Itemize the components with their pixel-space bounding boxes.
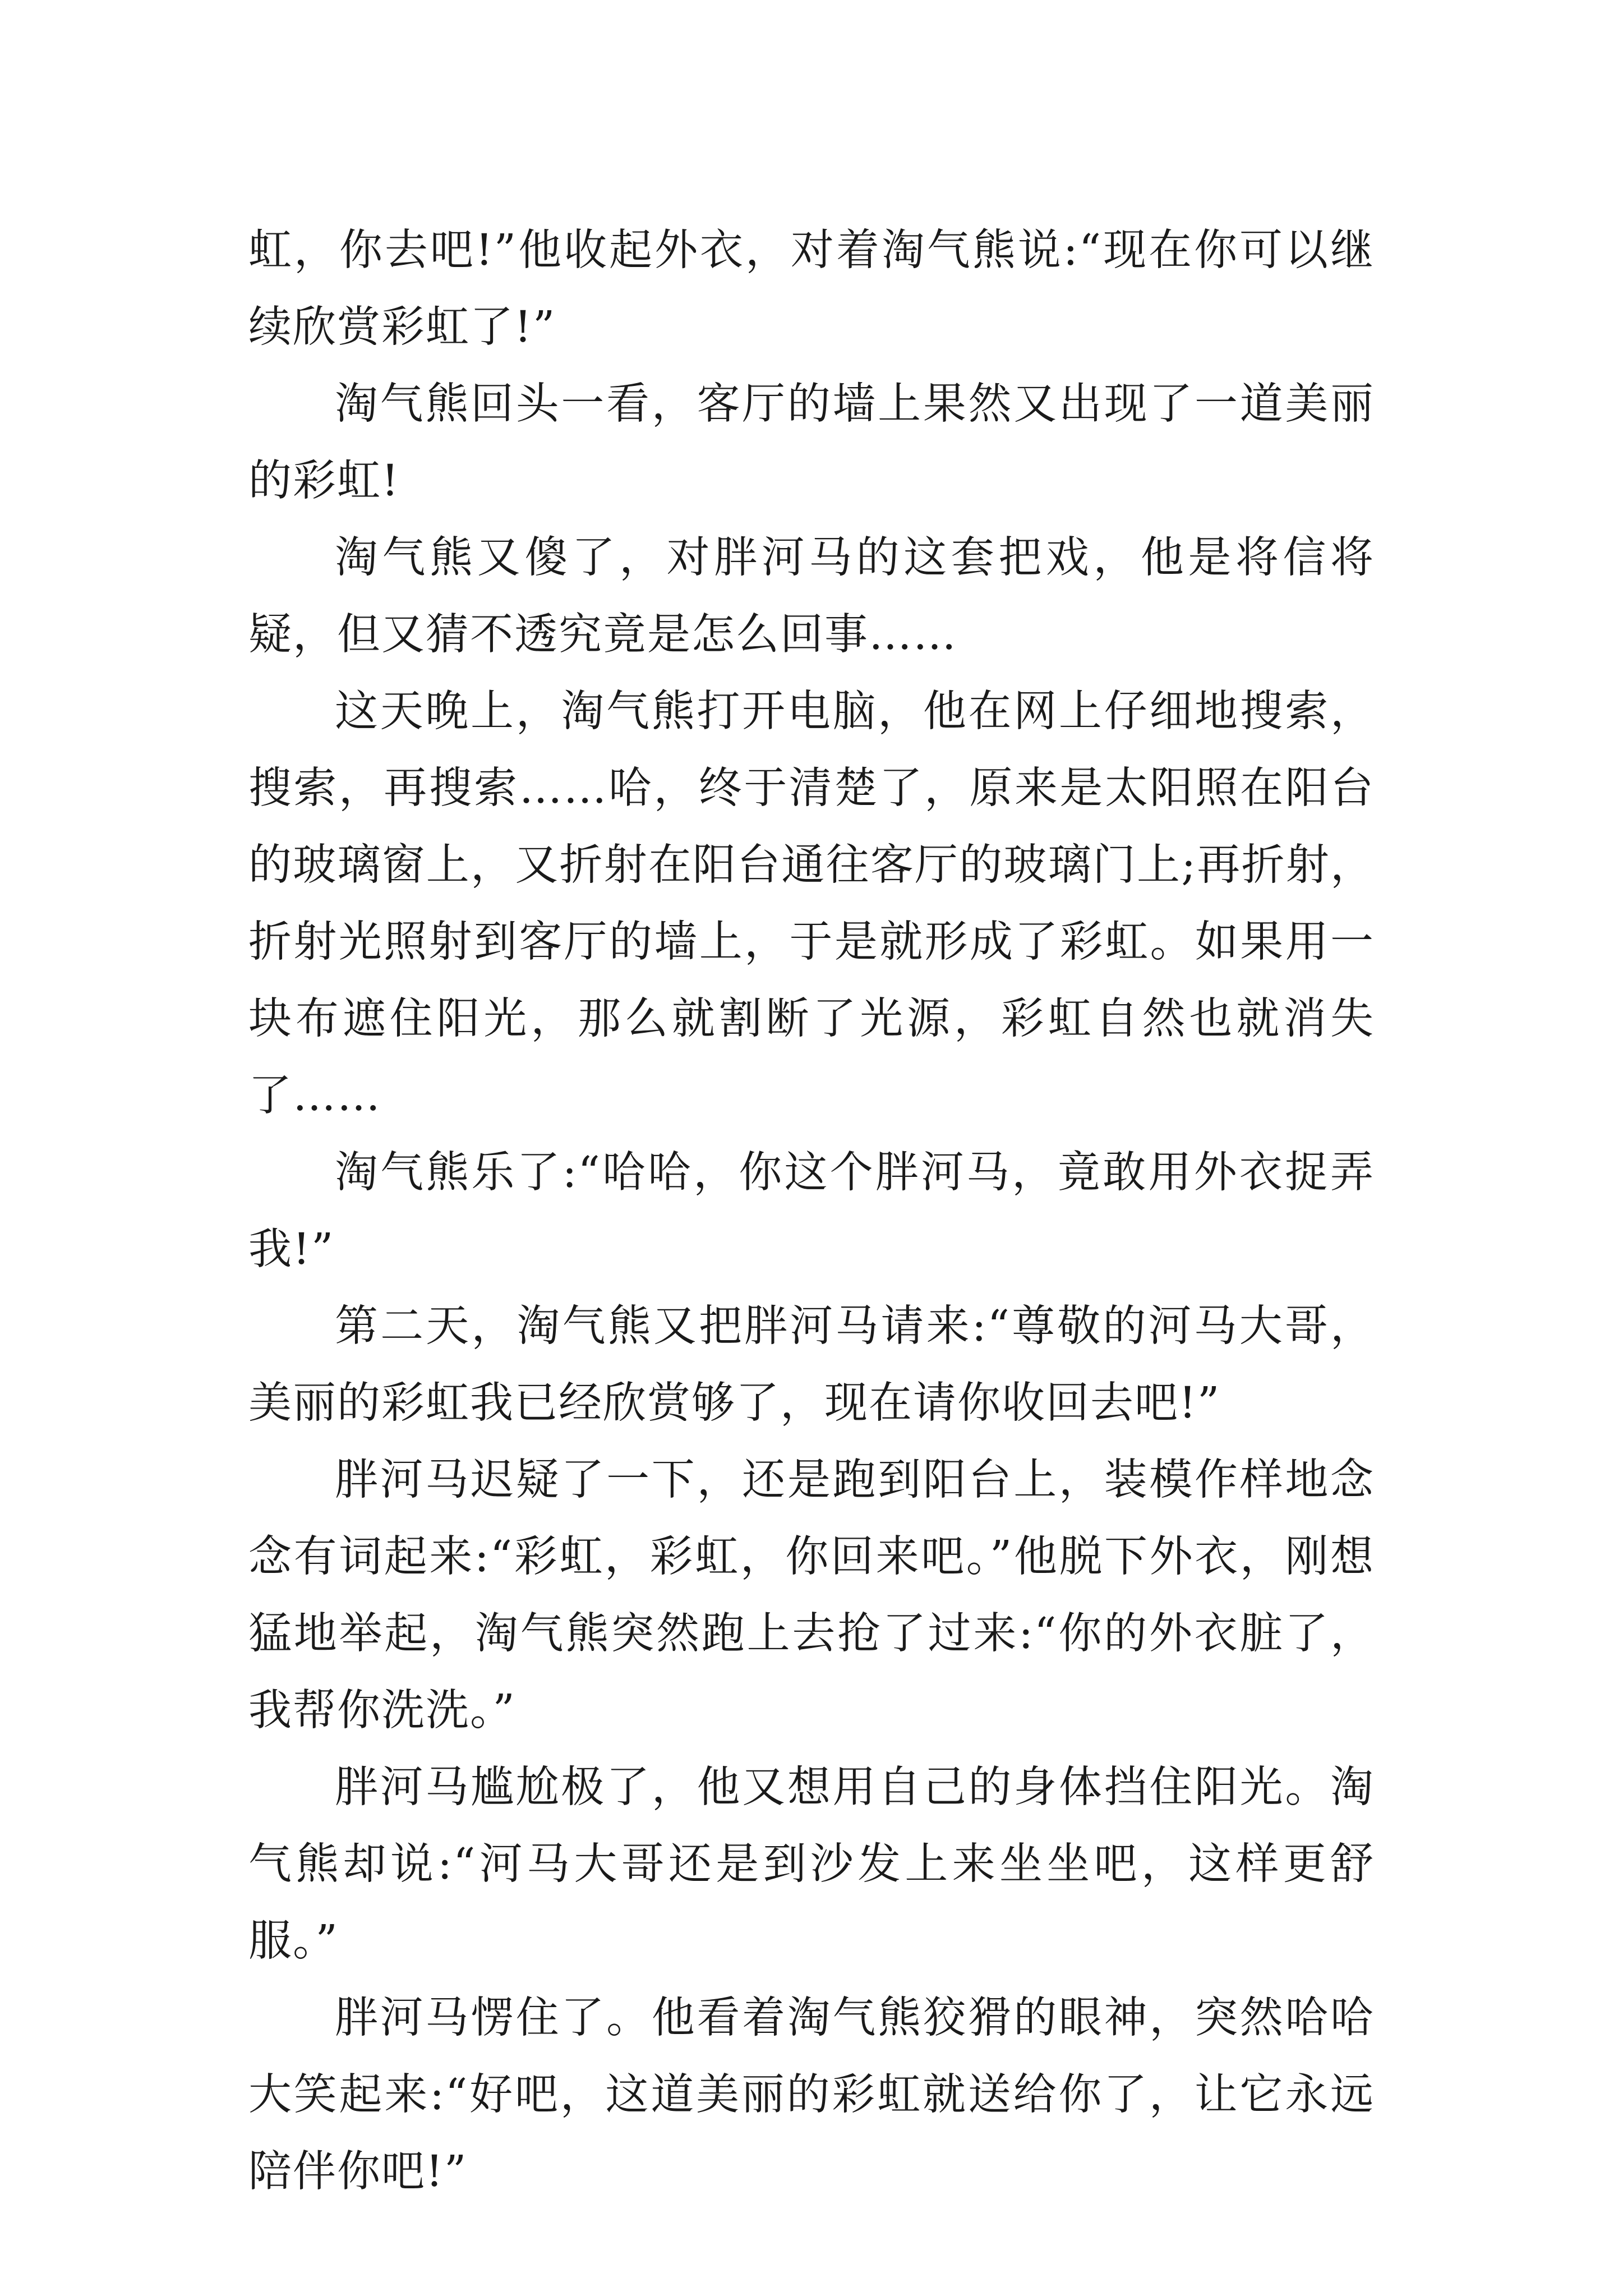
paragraph-8: 胖河马尴尬极了，他又想用自己的身体挡住阳光。淘气熊却说:“河马大哥还是到沙发上来坐坐吧，这样更舒服。” xyxy=(248,1763,1375,1966)
paragraph-9: 胖河马愣住了。他看着淘气熊狡猾的眼神，突然哈哈大笑起来:“好吧，这道美丽的彩虹就送给你了，让它永远陪伴你吧!” xyxy=(248,1993,1375,2197)
paragraph-7: 胖河马迟疑了一下，还是跑到阳台上，装模作样地念念有词起来:“彩虹，彩虹，你回来吧。”他脱下外衣，刚想猛地举起，淘气熊突然跑上去抢了过来:“你的外衣脏了，我帮你洗洗。” xyxy=(248,1455,1375,1736)
paragraph-5: 淘气熊乐了:“哈哈，你这个胖河马，竟敢用外衣捉弄我!” xyxy=(248,1148,1375,1274)
paragraph-6: 第二天，淘气熊又把胖河马请来:“尊敬的河马大哥，美丽的彩虹我已经欣赏够了，现在请你收回去吧!” xyxy=(248,1301,1375,1428)
paragraph-2: 淘气熊回头一看，客厅的墙上果然又出现了一道美丽的彩虹! xyxy=(248,379,1375,506)
paragraph-3: 淘气熊又傻了，对胖河马的这套把戏，他是将信将疑，但又猜不透究竟是怎么回事…… xyxy=(248,533,1375,660)
paragraph-1: 虹，你去吧!”他收起外衣，对着淘气熊说:“现在你可以继续欣赏彩虹了!” xyxy=(248,226,1375,352)
paragraph-4: 这天晚上，淘气熊打开电脑，他在网上仔细地搜索，搜索，再搜索……哈，终于清楚了，原来是太阳照在阳台的玻璃窗上，又折射在阳台通往客厅的玻璃门上;再折射，折射光照射到客厅的墙上，于是就形成了彩虹。如果用一块布遮住阳光，那么就割断了光源，彩虹自然也就消失了…… xyxy=(248,687,1375,1121)
document-page xyxy=(248,212,1375,2210)
